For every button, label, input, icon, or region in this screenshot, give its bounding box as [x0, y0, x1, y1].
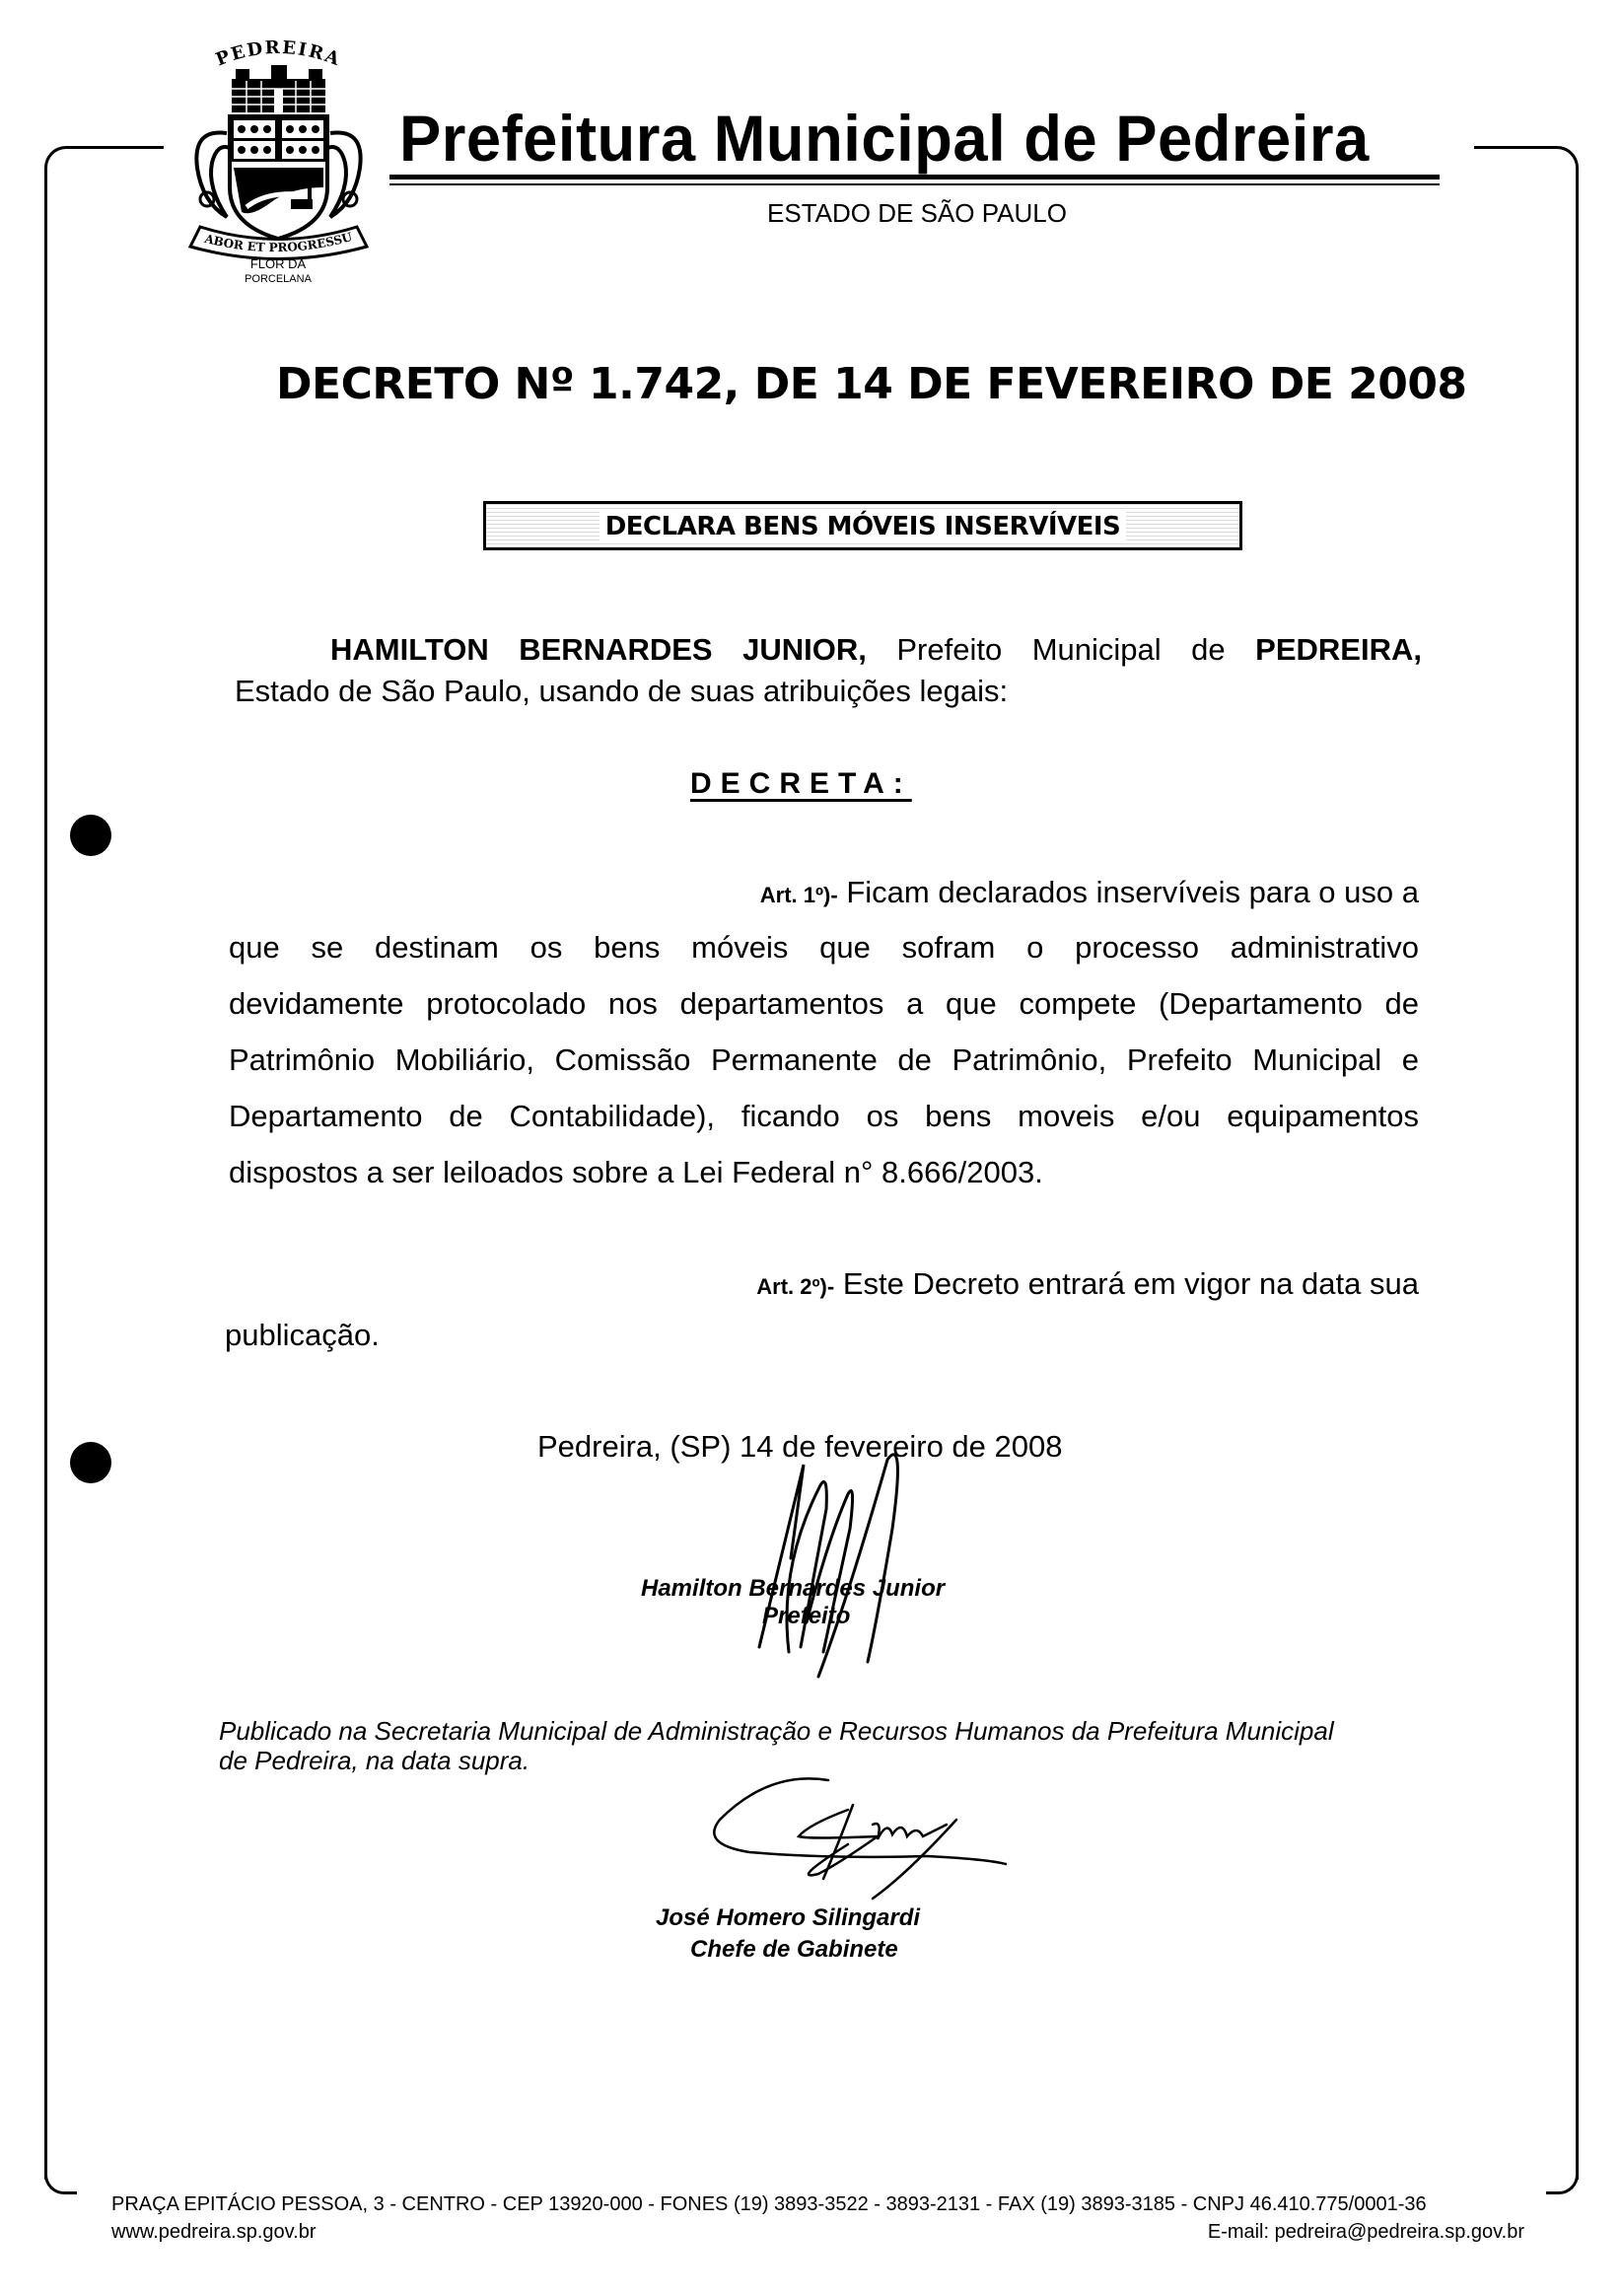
footer-email[interactable]: E-mail: pedreira@pedreira.sp.gov.br — [1207, 2221, 1524, 2243]
mayor-role: Prefeito Municipal de — [896, 632, 1226, 667]
signatory-2-name: José Homero Silingardi — [656, 1904, 921, 1931]
page-frame-bottom-left — [44, 2140, 77, 2194]
city-name: PEDREIRA, — [1255, 632, 1422, 667]
decree-title: DECRETO Nº 1.742, DE 14 DE FEVEREIRO DE 2008 — [276, 359, 1467, 409]
subject-box — [483, 501, 1242, 550]
page-frame-top-right — [1474, 146, 1579, 208]
article-2-label: Art. 2º)- — [756, 1274, 835, 1299]
article-1-label: Art. 1º)- — [759, 883, 838, 907]
decreta-heading: DECRETA: — [690, 767, 912, 800]
article-1-line: que se destinam os bens móveis que sofram o processo administrativo — [229, 930, 1419, 965]
article-1-line: devidamente protocolado nos departamentos a que compete (Departamento de — [229, 986, 1419, 1021]
crest-town-name: PEDREIRA — [213, 39, 344, 71]
preamble-line1 — [330, 631, 1422, 669]
page-frame-right — [1576, 197, 1579, 2180]
mayor-name: HAMILTON BERNARDES JUNIOR, — [330, 632, 867, 667]
footer-address: PRAÇA EPITÁCIO PESSOA, 3 - CENTRO - CEP 13920-000 - FONES (19) 3893-3522 - 3893-2131 - FAX (19) 3893-3185 - CNPJ 46.410.775/0001-36 — [111, 2193, 1427, 2215]
signatory-1-title: Prefeito — [762, 1603, 851, 1629]
page-frame-left — [44, 197, 47, 2180]
page-frame-top-left — [44, 146, 164, 208]
crest-tagline-line2: PORCELANA — [245, 273, 312, 285]
footer-website[interactable]: www.pedreira.sp.gov.br — [111, 2221, 317, 2243]
punch-hole — [70, 815, 111, 856]
article-2-first-line — [687, 1265, 1419, 1306]
crest-tagline-line1: FLOR DA — [249, 256, 307, 271]
signatory-2-title: Chefe de Gabinete — [690, 1936, 898, 1963]
article-1-line: dispostos a ser leiloados sobre a Lei Federal n° 8.666/2003. — [229, 1155, 1043, 1189]
header-rule — [389, 175, 1440, 179]
crest-motto: ABOR ET PROGRESSU — [203, 230, 354, 255]
organization-title: Prefeitura Municipal de Pedreira — [399, 102, 1370, 175]
coat-of-arms-icon — [173, 39, 385, 286]
article-1-line: Patrimônio Mobiliário, Comissão Permanente de Patrimônio, Prefeito Municipal e — [229, 1042, 1419, 1077]
chief-signature — [690, 1765, 1016, 1903]
place-date: Pedreira, (SP) 14 de fevereiro de 2008 — [537, 1429, 1063, 1464]
header-rule-thin — [389, 183, 1440, 185]
subject-text: DECLARA BENS MÓVEIS INSERVÍVEIS — [599, 512, 1127, 541]
municipal-crest — [173, 39, 385, 286]
signatory-1-name: Hamilton Bernardes Junior — [641, 1575, 946, 1602]
article-1-line: Ficam declarados inservíveis para o uso a — [846, 875, 1419, 909]
punch-hole — [70, 1442, 111, 1483]
preamble-line2: Estado de São Paulo, usando de suas atribuições legais: — [235, 674, 1009, 708]
page-frame-bottom-right — [1546, 2140, 1579, 2194]
mayor-signature — [730, 1450, 966, 1686]
state-subtitle: ESTADO DE SÃO PAULO — [767, 198, 1067, 228]
article-1-line: Departamento de Contabilidade), ficando os bens moveis e/ou equipamentos — [229, 1099, 1419, 1133]
article-1-first-line — [687, 874, 1419, 914]
publication-note-line1: Publicado na Secretaria Municipal de Administração e Recursos Humanos da Prefeitura Municipal — [219, 1716, 1334, 1746]
article-2-line: Este Decreto entrará em vigor na data sua — [842, 1266, 1419, 1301]
article-2-line: publicação. — [225, 1318, 380, 1352]
publication-note-line2: de Pedreira, na data supra. — [219, 1746, 530, 1775]
